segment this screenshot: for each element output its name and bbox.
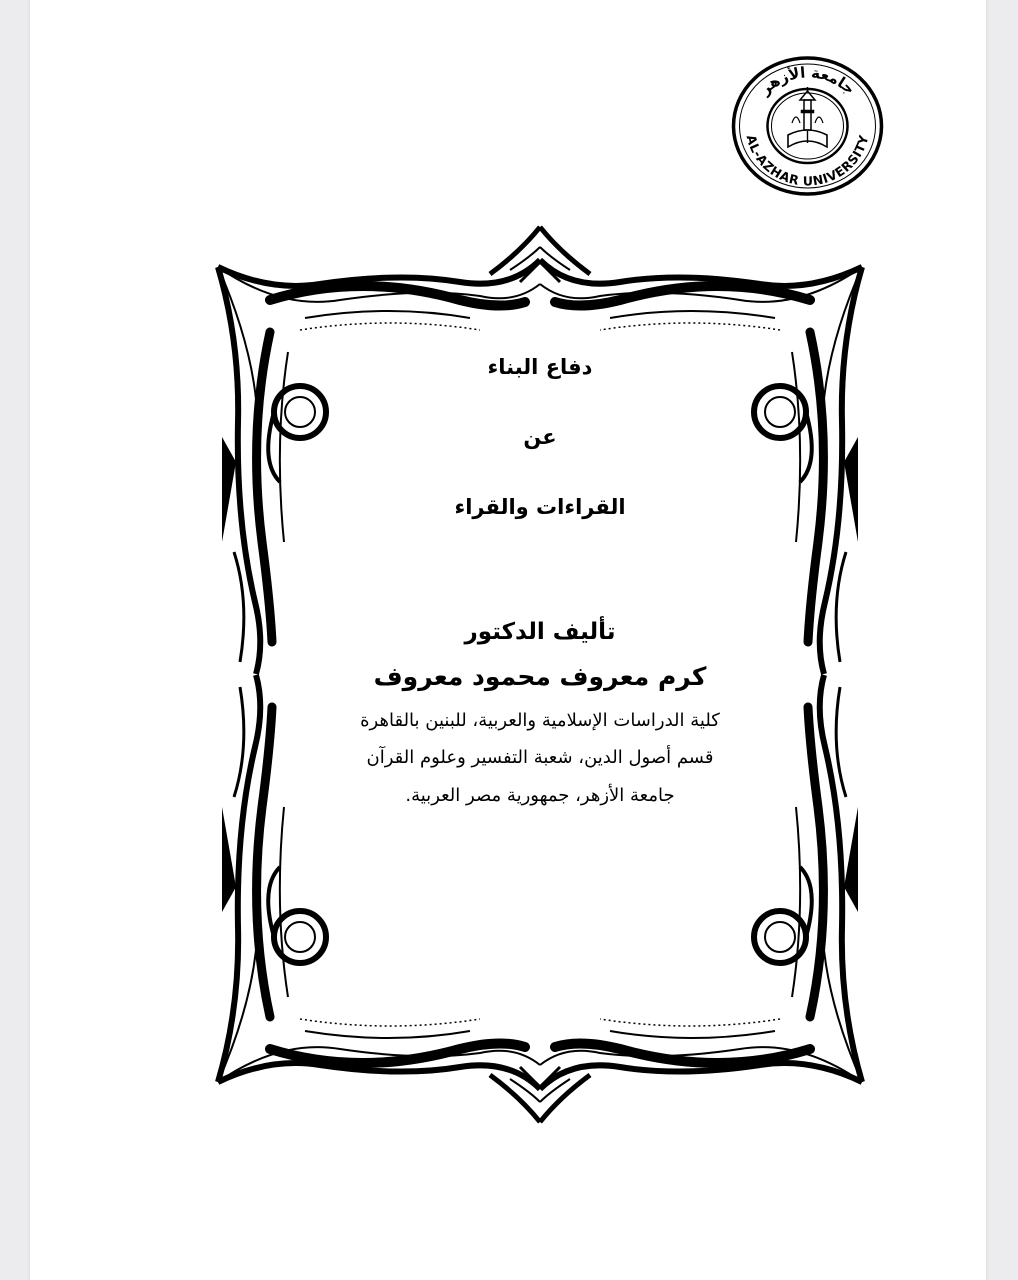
title-line-2: عن (523, 425, 557, 449)
seal-arabic-text: جامعة الأزهر (756, 63, 859, 99)
author-name: كرم معروف محمود معروف (373, 662, 707, 691)
al-azhar-university-seal-icon (730, 55, 885, 197)
title-line-1: دفاع البناء (487, 355, 593, 379)
affiliation-line-3: جامعة الأزهر، جمهورية مصر العربية. (405, 785, 675, 806)
affiliation-line-2: قسم أصول الدين، شعبة التفسير وعلوم القرآن (366, 747, 714, 768)
affiliation-line-1: كلية الدراسات الإسلامية والعربية، للبنين بالقاهرة (360, 710, 720, 731)
seal-latin-text: AL-AZHAR UNIVERSITY (743, 133, 872, 189)
author-heading: تأليف الدكتور (464, 619, 616, 645)
title-line-3: القراءات والقراء (454, 495, 626, 519)
document-page (30, 0, 986, 1280)
